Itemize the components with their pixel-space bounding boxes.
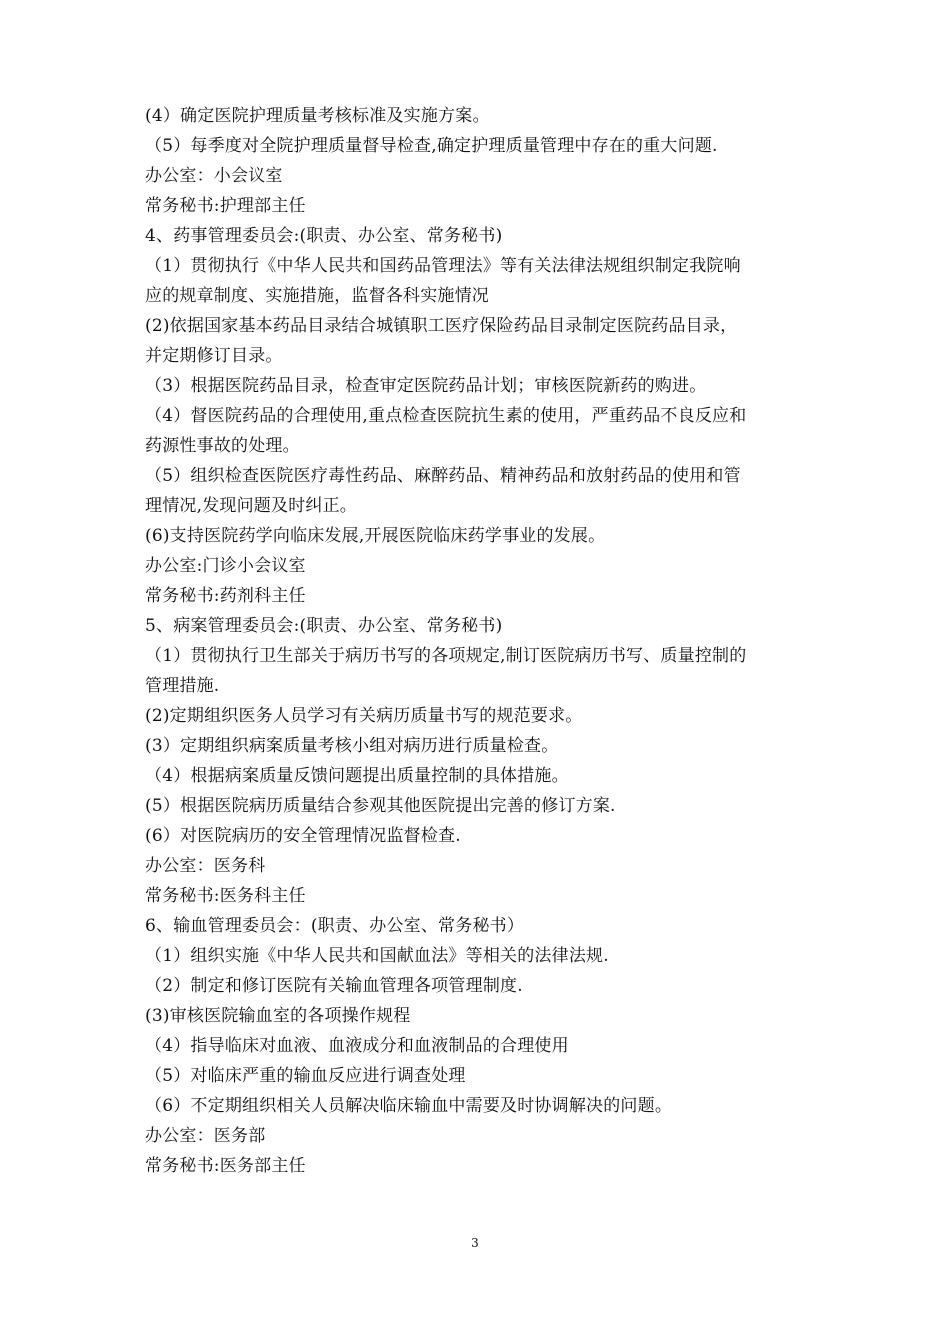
text-line: 常务秘书:药剂科主任 [145,586,306,606]
text-line: (6)支持医院药学向临床发展,开展医院临床药学事业的发展。 [145,526,606,546]
text-line: （5）组织检查医院医疗毒性药品、麻醉药品、精神药品和放射药品的使用和管 [145,466,741,486]
text-line: (6）对医院病历的安全管理情况监督检查. [145,826,461,846]
text-line: 5、病案管理委员会:(职责、办公室、常务秘书) [145,616,503,636]
text-line: （5）对临床严重的输血反应进行调查处理 [145,1066,466,1086]
text-line: 常务秘书:医务部主任 [145,1156,306,1176]
text-line: （4）指导临床对血液、血液成分和血液制品的合理使用 [145,1036,569,1056]
text-line: 应的规章制度、实施措施，监督各科实施情况 [145,286,489,306]
document-body [145,104,825,1184]
text-line: （4）根据病案质量反馈问题提出质量控制的具体措施。 [145,766,569,786]
text-line: 4、药事管理委员会:(职责、办公室、常务秘书) [145,226,503,246]
text-line: 办公室：医务科 [145,856,266,876]
text-line: 理情况,发现问题及时纠正。 [145,496,358,516]
text-line: （3）根据医院药品目录，检查审定医院药品计划；审核医院新药的购进。 [145,376,707,396]
text-line: 常务秘书:护理部主任 [145,196,306,216]
text-line: （1）贯彻执行卫生部关于病历书写的各项规定,制订医院病历书写、质量控制的 [145,646,747,666]
text-line: 管理措施. [145,676,220,696]
text-line: (4）确定医院护理质量考核标准及实施方案。 [145,106,490,126]
text-line: （1）贯彻执行《中华人民共和国药品管理法》等有关法律法规组织制定我院响 [145,256,741,276]
text-line: （5）每季度对全院护理质量督导检查,确定护理质量管理中存在的重大问题. [145,136,718,156]
text-line: (3）定期组织病案质量考核小组对病历进行质量检查。 [145,736,559,756]
text-line: （1）组织实施《中华人民共和国献血法》等相关的法律法规. [145,946,609,966]
page-number: 3 [471,1236,479,1250]
text-line: (2)依据国家基本药品目录结合城镇职工医疗保险药品目录制定医院药品目录， [145,316,738,336]
text-line: 办公室：小会议室 [145,166,283,186]
text-line: 办公室:门诊小会议室 [145,556,306,576]
text-line: 并定期修订目录。 [145,346,283,366]
text-line: (5）根据医院病历质量结合参观其他医院提出完善的修订方案. [145,796,616,816]
text-line: （2）制定和修订医院有关输血管理各项管理制度. [145,976,523,996]
text-line: (3)审核医院输血室的各项操作规程 [145,1006,411,1026]
text-line: （4）督医院药品的合理使用,重点检查医院抗生素的使用，严重药品不良反应和 [145,406,747,426]
text-line: （6）不定期组织相关人员解决临床输血中需要及时协调解决的问题。 [145,1096,673,1116]
text-line: 常务秘书:医务科主任 [145,886,306,906]
text-line: 办公室：医务部 [145,1126,266,1146]
text-line: 6、输血管理委员会：(职责、办公室、常务秘书） [145,916,525,936]
text-line: (2)定期组织医务人员学习有关病历质量书写的规范要求。 [145,706,583,726]
text-line: 药源性事故的处理。 [145,436,300,456]
